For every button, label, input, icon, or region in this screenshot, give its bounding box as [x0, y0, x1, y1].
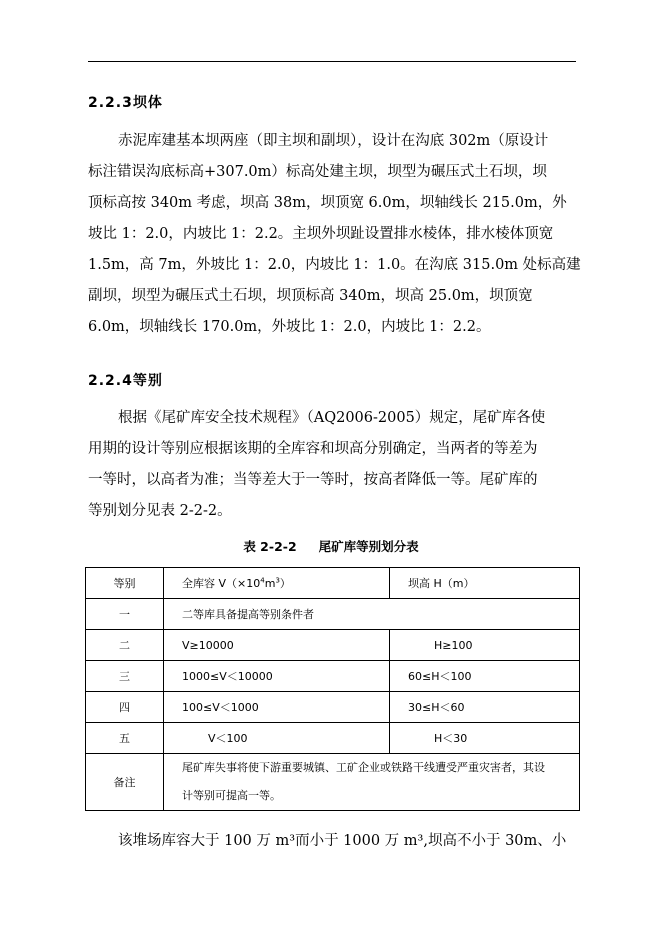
table-caption [0, 537, 662, 555]
row-grade: 二 [86, 630, 164, 661]
row-grade: 四 [86, 692, 164, 723]
paragraph-grade [88, 403, 578, 527]
table-header-row [86, 568, 580, 599]
section-heading-dam: 2.2.3坝体 [88, 95, 163, 111]
paragraph-line: 坡比 1：2.0，内坡比 1：2.2。主坝外坝趾设置排水棱体，排水棱体顶宽 [88, 226, 554, 242]
grade-table [85, 567, 580, 811]
table-row [86, 723, 580, 754]
table-caption-title: 尾矿库等别划分表 [318, 539, 419, 554]
header-rule [88, 61, 576, 62]
paragraph-dam [88, 126, 581, 343]
paragraph-line: 顶标高按 340m 考虑，坝高 38m，坝顶宽 6.0m，坝轴线长 215.0m，外 [88, 195, 567, 211]
closing-paragraph [88, 826, 578, 857]
header-grade: 等别 [86, 568, 164, 599]
paragraph-line: 赤泥库建基本坝两座（即主坝和副坝），设计在沟底 302m（原设计 [118, 133, 549, 149]
row-volume: 100≤V＜1000 [164, 692, 390, 723]
row-volume: V≥10000 [164, 630, 390, 661]
table-row [86, 692, 580, 723]
paragraph-line: 一等时，以高者为准；当等差大于一等时，按高者降低一等。尾矿库的 [88, 472, 538, 488]
row-height: 60≤H＜100 [390, 661, 580, 692]
row-volume: V＜100 [164, 723, 390, 754]
row-height: H≥100 [390, 630, 580, 661]
note-text: 尾矿库失事将使下游重要城镇、工矿企业或铁路干线遭受严重灾害者，其设 计等别可提高一等。 [164, 754, 580, 811]
table-row [86, 661, 580, 692]
table-caption-number: 表 2-2-2 [243, 539, 297, 554]
table-row [86, 630, 580, 661]
row-volume: 1000≤V＜10000 [164, 661, 390, 692]
table-row [86, 599, 580, 630]
table-note-row [86, 754, 580, 811]
paragraph-line: 标注错误沟底标高+307.0m）标高处建主坝，坝型为碾压式土石坝，坝 [88, 164, 547, 180]
header-height: 坝高 H（m） [390, 568, 580, 599]
header-volume: 全库容 $V(\times 10^4m^3)$ [164, 568, 390, 599]
paragraph-line: 1.5m，高 7m，外坡比 1：2.0，内坡比 1：1.0。在沟底 315.0m 处标高建 [88, 257, 581, 273]
row-merged-condition: 二等库具备提高等别条件者 [164, 599, 580, 630]
row-grade: 一 [86, 599, 164, 630]
paragraph-line: 该堆场库容大于 100 万 m³而小于 1000 万 m³,坝高不小于 30m、小 [118, 833, 567, 849]
row-height: 30≤H＜60 [390, 692, 580, 723]
row-grade: 三 [86, 661, 164, 692]
note-label: 备注 [86, 754, 164, 811]
paragraph-line: 副坝，坝型为碾压式土石坝，坝顶标高 340m，坝高 25.0m，坝顶宽 [88, 288, 533, 304]
paragraph-line: 用期的设计等别应根据该期的全库容和坝高分别确定，当两者的等差为 [88, 441, 538, 457]
paragraph-line: 6.0m，坝轴线长 170.0m，外坡比 1：2.0，内坡比 1：2.2。 [88, 319, 491, 335]
paragraph-line: 根据《尾矿库安全技术规程》（AQ2006-2005）规定，尾矿库各使 [118, 410, 546, 426]
row-height: H＜30 [390, 723, 580, 754]
row-grade: 五 [86, 723, 164, 754]
paragraph-line: 等别划分见表 2-2-2。 [88, 503, 232, 519]
section-heading-grade: 2.2.4等别 [88, 373, 163, 389]
